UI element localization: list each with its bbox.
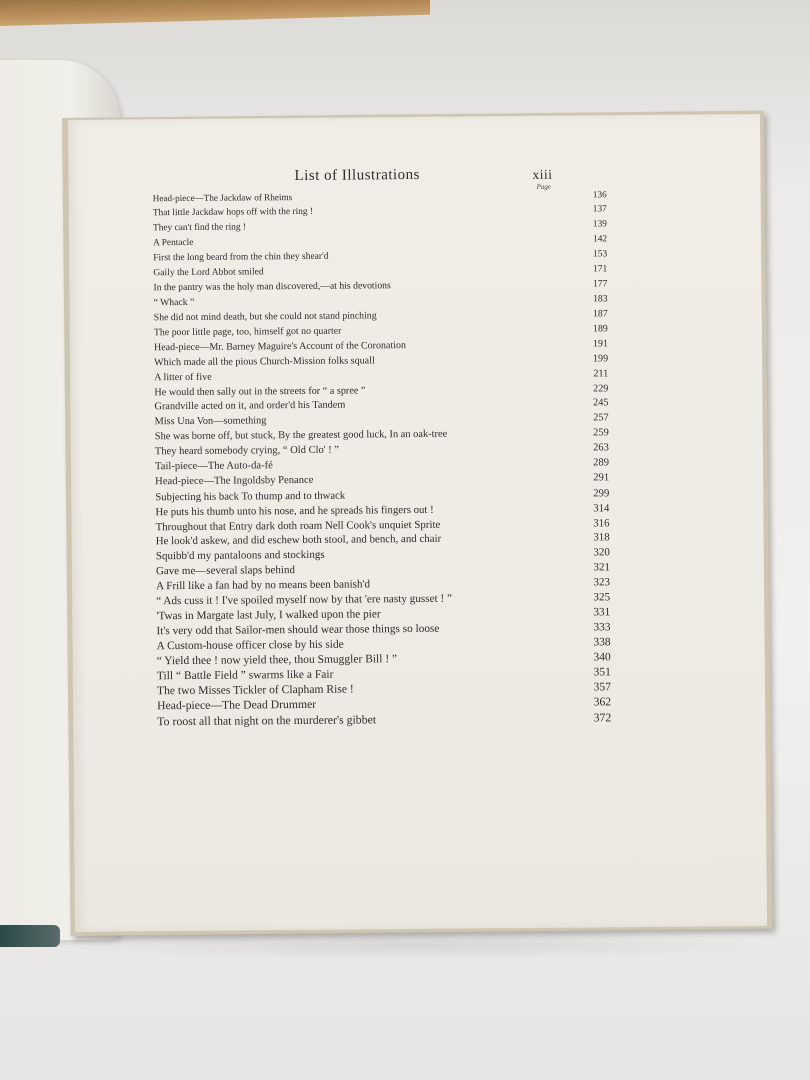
illustration-caption: He would then sally out in the streets for “ a spree ”: [154, 384, 366, 398]
illustration-page: 245: [592, 397, 609, 409]
illustration-page: 199: [592, 353, 609, 365]
illustration-page: 299: [593, 487, 610, 500]
illustration-caption: To roost all that night on the murderer's gibbet: [157, 712, 377, 729]
illustration-page: 139: [592, 219, 607, 230]
illustration-page: 171: [592, 263, 608, 275]
illustration-caption: “ Yield thee ! now yield thee, thou Smuggler Bill ! ”: [156, 652, 398, 667]
to-face-label: [0, 205, 10, 213]
illustration-page: 183: [593, 293, 608, 305]
illustration-caption: Squibb'd my pantaloons and stockings: [155, 549, 325, 563]
illustration-page: 333: [593, 621, 611, 634]
left-to-face-number: [0, 213, 10, 229]
list-item: [157, 710, 611, 729]
left-to-face-number: [0, 368, 10, 384]
illustration-caption: Head-piece—The Dead Drummer: [157, 698, 317, 713]
left-to-face-number: [0, 353, 10, 369]
illustration-caption: He look'd askew, and did eschew both stool, and bench, and chair: [155, 533, 442, 548]
illustration-caption: She was borne off, but stuck, By the greatest good luck, In an oak-tree: [154, 428, 448, 443]
page-column-label: Page: [536, 182, 552, 191]
left-to-face-number: [0, 384, 10, 400]
illustration-page: 331: [593, 606, 611, 619]
illustration-page: 316: [593, 516, 610, 530]
illustration-page: 137: [592, 204, 607, 215]
page-header: [68, 164, 760, 190]
illustration-caption: Gave me—several slaps behind: [155, 564, 295, 578]
illustration-page: 259: [593, 427, 609, 439]
illustration-caption: A Pentacle: [153, 237, 194, 248]
illustration-page: 211: [593, 367, 609, 380]
illustration-caption: Gaily the Lord Abbot smiled: [153, 266, 264, 279]
illustration-page: 257: [593, 412, 609, 424]
illustration-caption: “ Whack ”: [153, 297, 195, 309]
illustration-page: 372: [593, 710, 612, 725]
illustration-caption: First the long beard from the chin they shear'd: [153, 251, 329, 263]
illustration-caption: They can't find the ring !: [152, 222, 247, 234]
illustration-caption: Grandville acted on it, and order'd his Tandem: [154, 400, 346, 413]
illustration-caption: “ Ads cuss it ! I've spoiled myself now by that 'ere nasty gusset ! ”: [156, 592, 453, 608]
illustration-page: 321: [593, 561, 610, 574]
illustration-caption: Head-piece—The Jackdaw of Rheims: [152, 192, 293, 204]
illustration-page: 351: [593, 665, 611, 678]
left-to-face-column: [0, 205, 10, 399]
illustration-page: 153: [592, 248, 608, 259]
illustration-page: 318: [593, 531, 610, 544]
page-shadow: [40, 930, 780, 960]
left-to-face-number: [0, 275, 10, 291]
left-to-face-number: [0, 229, 10, 245]
illustration-page: 314: [593, 501, 610, 515]
illustration-page: 229: [593, 382, 609, 395]
illustration-page: 340: [593, 650, 611, 664]
left-to-face-number: [0, 337, 10, 353]
illustration-caption: Which made all the pious Church-Mission folks squall: [154, 355, 375, 369]
illustration-caption: In the pantry was the holy man discovered,—at his devotions: [153, 280, 391, 294]
left-to-face-number: [0, 291, 10, 307]
right-page: [68, 114, 767, 932]
illustration-caption: It's very odd that Sailor-men should wear those things so loose: [156, 622, 440, 638]
illustration-page: 289: [593, 457, 610, 469]
illustration-caption: Head-piece—The Ingoldsby Penance: [155, 474, 314, 488]
left-to-face-number: [0, 260, 10, 276]
illustrations-list: [153, 189, 612, 729]
illustration-page: 338: [593, 636, 611, 649]
illustration-caption: A litter of five: [154, 371, 212, 383]
page-title: List of Illustrations: [294, 166, 421, 185]
illustration-caption: A Custom-house officer close by his side: [156, 638, 344, 652]
illustration-caption: 'Twas in Margate last July, I walked upon the pier: [156, 608, 381, 623]
illustration-page: 191: [592, 338, 609, 350]
illustration-page: 291: [593, 472, 610, 484]
illustration-page: 187: [592, 308, 608, 320]
illustration-page: 263: [593, 442, 609, 454]
left-to-face-number: [0, 244, 10, 260]
illustration-page: 323: [593, 576, 611, 589]
illustration-caption: Throughout that Entry dark doth roam Nell Cook's unquiet Sprite: [155, 518, 441, 533]
illustration-caption: They heard somebody crying, “ Old Clo' ! ”: [154, 444, 340, 458]
illustration-caption: Till “ Battle Field ” swarms like a Fair: [156, 668, 334, 682]
illustration-page: 325: [593, 591, 611, 604]
illustration-caption: Head-piece—Mr. Barney Maguire's Account of the Coronation: [153, 339, 407, 354]
left-to-face-number: [0, 306, 10, 322]
illustration-caption: That little Jackdaw hops off with the ring !: [152, 206, 314, 219]
illustration-caption: He puts his thumb unto his nose, and he spreads his fingers out !: [155, 503, 434, 518]
illustration-page: 177: [592, 278, 608, 290]
illustration-page: 357: [593, 680, 612, 694]
illustration-page: 362: [593, 695, 612, 709]
page-number: xiii: [532, 166, 553, 182]
illustration-caption: Tail-piece—The Auto-da-fé: [154, 460, 273, 473]
illustration-page: 320: [593, 546, 610, 559]
illustration-page: 142: [592, 233, 608, 245]
left-to-face-number: [0, 322, 10, 338]
illustration-caption: Miss Una Von—something: [154, 415, 267, 428]
illustration-caption: The poor little page, too, himself got no quarter: [153, 325, 342, 339]
illustration-caption: A Frill like a fan had by no means been banish'd: [156, 578, 371, 593]
illustration-caption: Subjecting his back To thump and to thwack: [155, 489, 346, 504]
illustration-page: 189: [592, 323, 608, 335]
illustration-caption: The two Misses Tickler of Clapham Rise !: [156, 682, 354, 698]
illustration-caption: She did not mind death, but she could not stand pinching: [153, 310, 377, 324]
illustration-page: 136: [592, 189, 607, 200]
